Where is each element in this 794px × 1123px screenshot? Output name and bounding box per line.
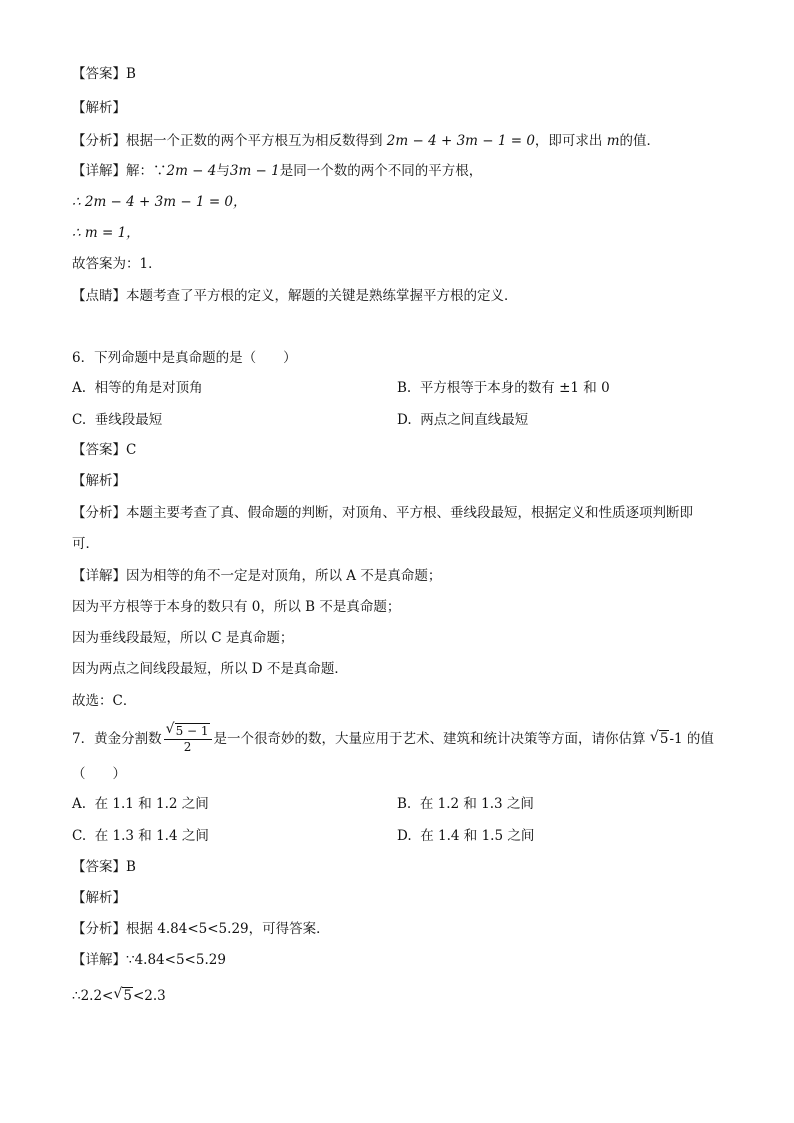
- q7-stem-c: -1 的值: [669, 731, 714, 747]
- sqrt-symbol: √ 5: [649, 729, 669, 747]
- answer-tag: 【答案】: [72, 859, 126, 875]
- q5-analysis-heading: [72, 98, 126, 118]
- q7-stem-a: 7．黄金分割数: [72, 731, 162, 747]
- fenxi-end: 的值．: [619, 133, 661, 149]
- fenxi-text: 根据 4.84<5<5.29，可得答案．: [126, 921, 330, 937]
- comment-tag: 【点睛】: [72, 288, 126, 304]
- q6-detail-line-2: 因为平方根等于本身的数只有 0，所以 B 不是真命题；: [72, 599, 401, 615]
- analysis-tag: 【解析】: [72, 100, 126, 116]
- q6-detail-line-1: [72, 566, 441, 586]
- option-text: 两点之间直线最短: [420, 412, 529, 428]
- q7-answer-line: [72, 857, 136, 877]
- fenxi-tail: ，即可求出: [534, 133, 603, 149]
- detail-tag: 【详解】: [72, 163, 126, 179]
- fenxi-text: 根据一个正数的两个平方根互为相反数得到: [126, 133, 383, 149]
- q5-step-2: ∴ m = 1，: [72, 225, 140, 241]
- q7-option-a: [72, 794, 209, 814]
- step-b: <2.3: [132, 988, 166, 1004]
- q6-stem: 6．下列命题中是真命题的是（ ）: [72, 350, 297, 366]
- q6-detail-line-4: 因为两点之间线段最短，所以 D 不是真命题．: [72, 661, 348, 677]
- fraction-numerator: 5 − 1: [175, 724, 209, 738]
- sqrt-symbol: √ 5: [113, 986, 132, 1004]
- analysis-tag: 【解析】: [72, 473, 126, 489]
- option-key: D.: [397, 828, 412, 844]
- fenxi-text: 本题主要考查了真、假命题的判断，对顶角、平方根、垂线段最短，根据定义和性质逐项判断即: [126, 505, 693, 521]
- comment-text: 本题考查了平方根的定义，解题的关键是熟练掌握平方根的定义．: [126, 288, 518, 304]
- q5-comment-line: [72, 286, 518, 306]
- fraction-denominator: 2: [183, 740, 192, 754]
- analysis-tag: 【解析】: [72, 890, 126, 906]
- q7-option-c: [72, 826, 209, 846]
- detail-tag: 【详解】: [72, 952, 126, 968]
- q6-answer-line: [72, 440, 136, 460]
- option-key: C.: [72, 828, 87, 844]
- q7-stem-b: 是一个很奇妙的数，大量应用于艺术、建筑和统计决策等方面，请你估算: [213, 731, 646, 747]
- fenxi-tag: 【分析】: [72, 921, 126, 937]
- detail-part-a: 解：∵: [126, 163, 167, 179]
- fenxi-variable: m: [606, 133, 620, 149]
- option-key: A.: [72, 380, 87, 396]
- answer-value: B: [126, 859, 136, 875]
- q7-analysis-heading: [72, 888, 126, 908]
- sqrt-symbol: √ 5 − 1: [165, 721, 209, 738]
- q7-fenxi-line: [72, 919, 330, 939]
- option-text: 在 1.4 和 1.5 之间: [420, 828, 535, 844]
- detail-text: ∵4.84<5<5.29: [126, 952, 226, 968]
- option-text: 在 1.1 和 1.2 之间: [94, 796, 209, 812]
- fenxi-equation: 2m − 4 + 3m − 1 = 0: [386, 133, 535, 149]
- detail-expr-2: 3m − 1: [229, 163, 280, 179]
- q7-option-b: [397, 794, 534, 814]
- q5-detail-line: [72, 161, 482, 181]
- q6-analysis-heading: [72, 471, 126, 491]
- q5-fenxi-line: [72, 131, 660, 151]
- detail-expr-1: 2m − 4: [166, 163, 217, 179]
- golden-ratio-fraction: [164, 721, 212, 755]
- q5-step-1: ∴ 2m − 4 + 3m − 1 = 0，: [72, 194, 247, 210]
- option-key: A.: [72, 796, 87, 812]
- fenxi-tag: 【分析】: [72, 133, 126, 149]
- q7-option-d: [397, 826, 534, 846]
- q7-paren: （ ）: [72, 766, 126, 782]
- answer-value: C: [126, 442, 137, 458]
- q6-detail-line-3: 因为垂线段最短，所以 C 是真命题；: [72, 630, 294, 646]
- option-text: 在 1.3 和 1.4 之间: [94, 828, 209, 844]
- q6-fenxi-line: [72, 503, 693, 523]
- q7-detail-line: [72, 950, 226, 970]
- sqrt-argument: 5: [123, 988, 132, 1004]
- q6-option-a: [72, 378, 203, 398]
- q6-option-d: [397, 410, 528, 430]
- detail-tag: 【详解】: [72, 568, 126, 584]
- option-key: B.: [397, 796, 412, 812]
- q6-option-c: [72, 410, 162, 430]
- option-text: 平方根等于本身的数有 ±1 和 0: [419, 380, 610, 396]
- q5-answer-line: [72, 64, 136, 84]
- detail-part-b: 与: [216, 163, 230, 179]
- answer-tag: 【答案】: [72, 442, 126, 458]
- fenxi-tag: 【分析】: [72, 505, 126, 521]
- option-key: B.: [397, 380, 412, 396]
- answer-tag: 【答案】: [72, 66, 126, 82]
- q7-stem: [72, 722, 714, 756]
- option-key: C.: [72, 412, 87, 428]
- option-text: 相等的角是对顶角: [94, 380, 203, 396]
- option-key: D.: [397, 412, 412, 428]
- q5-result: 故答案为：1．: [72, 256, 162, 272]
- q6-fenxi-line-2: 可．: [72, 536, 99, 552]
- detail-part-c: 是同一个数的两个不同的平方根，: [279, 163, 483, 179]
- detail-text: 因为相等的角不一定是对顶角，所以 A 不是真命题；: [126, 568, 442, 584]
- sqrt-argument: 5: [659, 731, 669, 747]
- q6-option-b: [397, 378, 610, 398]
- option-text: 垂线段最短: [94, 412, 163, 428]
- q6-result: 故选：C．: [72, 693, 137, 709]
- option-text: 在 1.2 和 1.3 之间: [419, 796, 534, 812]
- answer-value: B: [126, 66, 136, 82]
- q7-step: [72, 986, 166, 1006]
- step-a: ∴2.2<: [72, 988, 114, 1004]
